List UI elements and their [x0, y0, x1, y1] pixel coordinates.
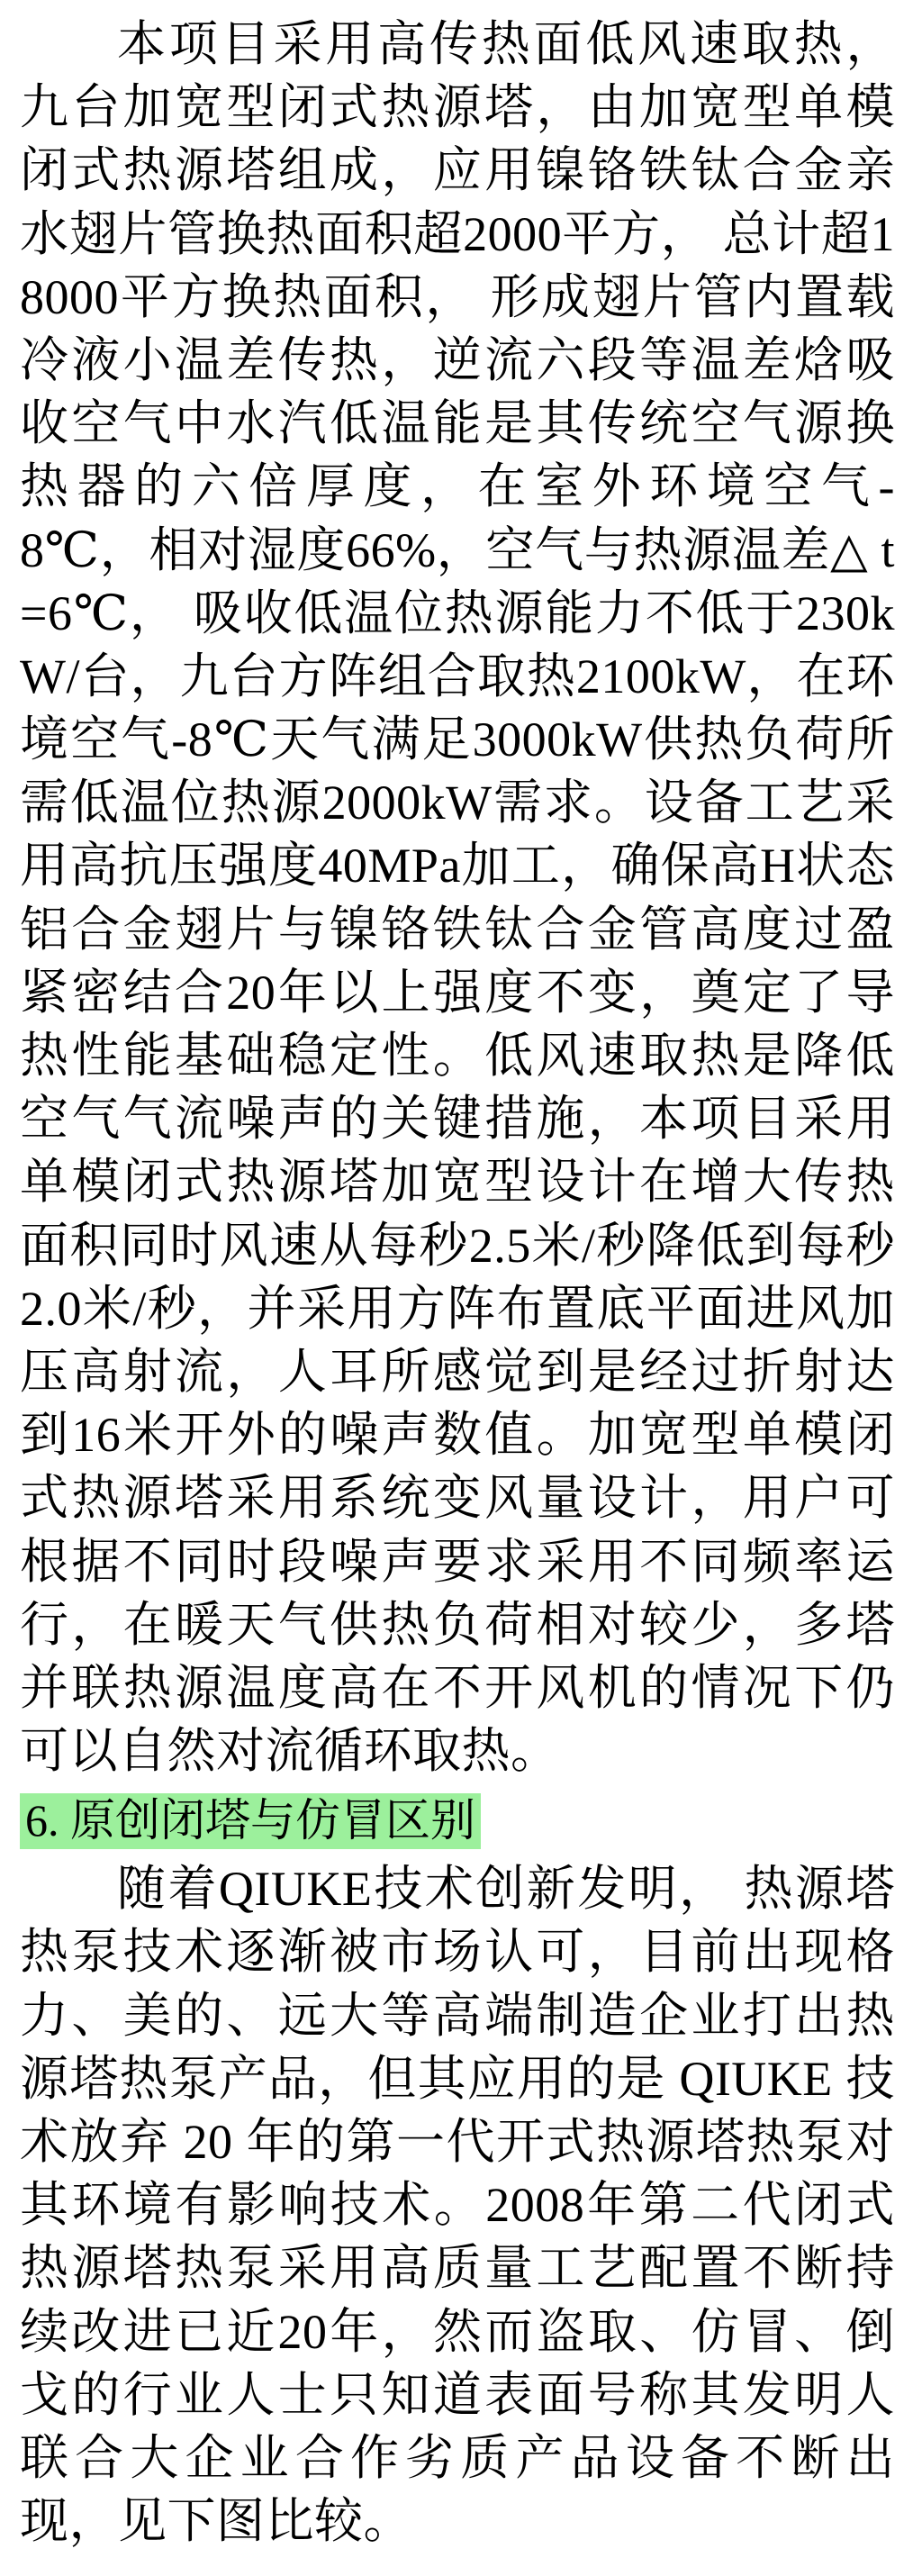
section-heading	[20, 1791, 895, 1850]
section-heading-text	[20, 1793, 481, 1849]
body-paragraph-1: 本项目采用高传热面低风速取热，九台加宽型闭式热源塔，由加宽型单模闭式热源塔组成，应用镍铬铁钛合金亲水翅片管换热面积超2000平方， 总计超18000平方换热面积， 形成翅片管内置载冷液小温差传热，逆流六段等温差焓吸收空气中水汽低温能是其传统空气源换热器的六倍厚度，在室外环境空气-8℃，相对湿度66%，空气与热源温差△ t =6℃， 吸收低温位热源能力不低于230kW/台，九台方阵组合取热2100kW，在环境空气-8℃天气满足3000kW供热负荷所需低温位热源2000kW需求。设备工艺采用高抗压强度40MPa加工，确保高H状态铝合金翅片与镍铬铁钛合金管高度过盈紧密结合20年以上强度不变，奠定了导热性能基础稳定性。低风速取热是降低空气气流噪声的关键措施，本项目采用单模闭式热源塔加宽型设计在增大传热面积同时风速从每秒2.5米/秒降低到每秒2.0米/秒，并采用方阵布置底平面进风加压高射流，人耳所感觉到是经过折射达到16米开外的噪声数值。加宽型单模闭式热源塔采用系统变风量设计，用户可根据不同时段噪声要求采用不同频率运行，在暖天气供热负荷相对较少，多塔并联热源温度高在不开风机的情况下仍可以自然对流循环取热。	[20, 17, 895, 1779]
section-heading-title: 原创闭塔与仿冒区别	[70, 1795, 475, 1846]
section-heading-number: 6.	[25, 1795, 59, 1846]
body-paragraph-2: 随着QIUKE技术创新发明， 热源塔热泵技术逐渐被市场认可，目前出现格力、美的、远大等高端制造企业打出热源塔热泵产品，但其应用的是 QIUKE 技术放弃 20 年的第一代开式热源塔热泵对其环境有影响技术。2008年第二代闭式热源塔热泵采用高质量工艺配置不断持续改进已近20年，然而盗取、仿冒、倒戈的行业人士只知道表面号称其发明人联合大企业合作劣质产品设备不断出现，见下图比较。	[20, 1862, 895, 2549]
